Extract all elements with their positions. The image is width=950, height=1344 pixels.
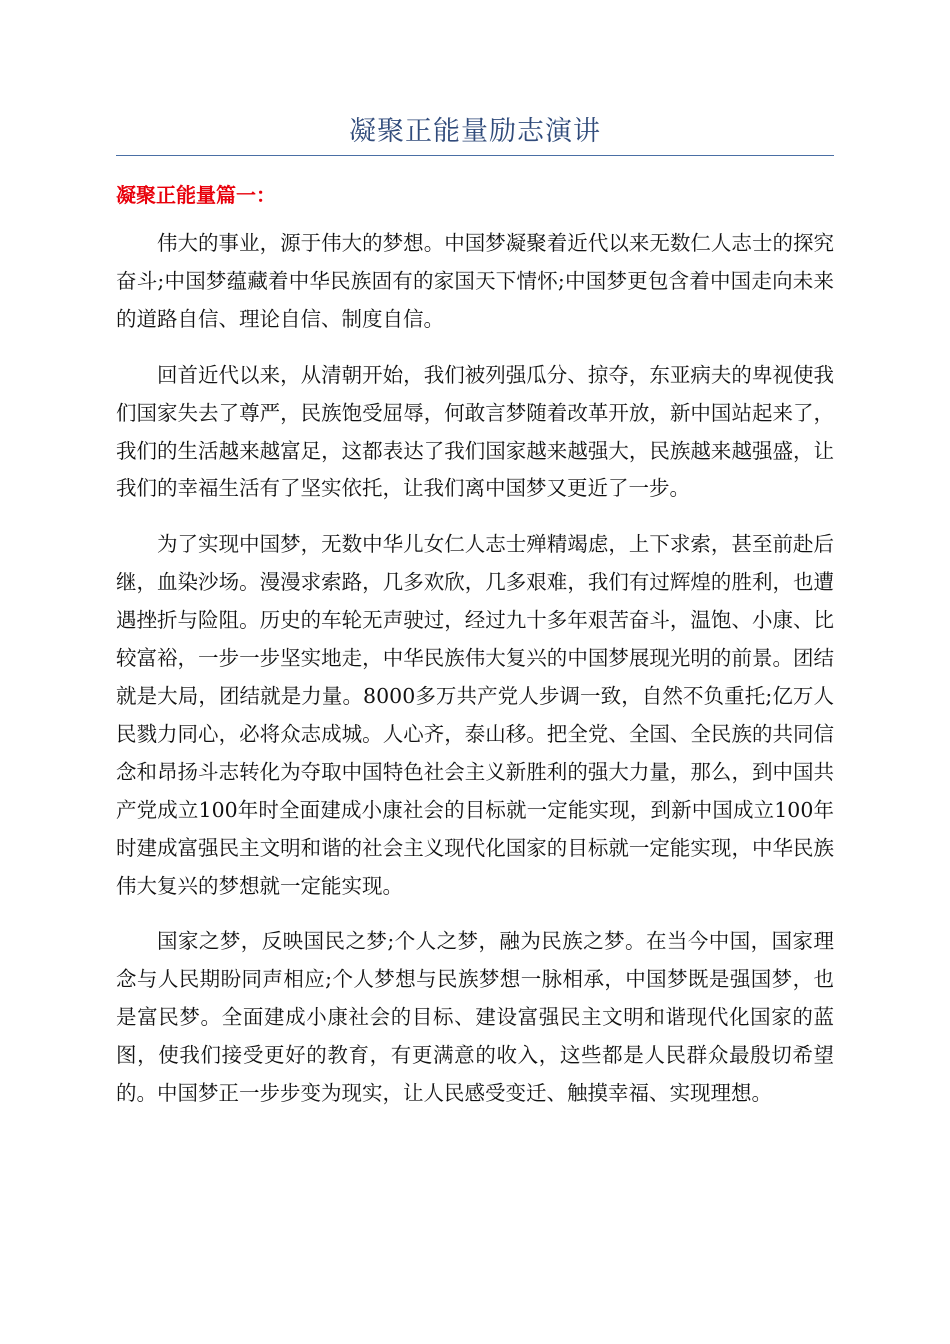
document-body [116,225,834,1131]
paragraph-4: 国家之梦，反映国民之梦;个人之梦，融为民族之梦。在当今中国，国家理念与人民期盼同声相应;个人梦想与民族梦想一脉相承，中国梦既是强国梦，也是富民梦。全面建成小康社会的目标、建设富强民主文明和谐现代化国家的蓝图，使我们接受更好的教育，有更满意的收入，这些都是人民群众最殷切希望的。中国梦正一步步变为现实，让人民感受变迁、触摸幸福、实现理想。 [116,929,834,1106]
paragraph-2: 回首近代以来，从清朝开始，我们被列强瓜分、掠夺，东亚病夫的卑视使我们国家失去了尊严，民族饱受屈辱，何敢言梦随着改革开放，新中国站起来了，我们的生活越来越富足，这都表达了我们国家越来越强大，民族越来越强盛，让我们的幸福生活有了坚实依托，让我们离中国梦又更近了一步。 [116,362,834,501]
paragraph-3: 为了实现中国梦，无数中华儿女仁人志士殚精竭虑，上下求索，甚至前赴后继，血染沙场。漫漫求索路，几多欢欣，几多艰难，我们有过辉煌的胜利，也遭遇挫折与险阻。历史的车轮无声驶过，经过九十多年艰苦奋斗，温饱、小康、比较富裕，一步一步坚实地走，中华民族伟大复兴的中国梦展现光明的前景。团结就是大局，团结就是力量。8000多万共产党人步调一致，自然不负重托;亿万人民戮力同心，必将众志成城。人心齐，泰山移。把全党、全国、全民族的共同信念和昂扬斗志转化为夺取中国特色社会主义新胜利的强大力量，那么，到中国共产党成立100年时全面建成小康社会的目标就一定能实现，到新中国成立100年时建成富强民主文明和谐的社会主义现代化国家的目标就一定能实现，中华民族伟大复兴的梦想就一定能实现。 [116,532,834,898]
document-title: 凝聚正能量励志演讲 [349,116,601,147]
paragraph-1: 伟大的事业，源于伟大的梦想。中国梦凝聚着近代以来无数仁人志士的探究奋斗;中国梦蕴藏着中华民族固有的家国天下情怀;中国梦更包含着中国走向未来的道路自信、理论自信、制度自信。 [116,231,834,331]
section-heading: 凝聚正能量篇一： [116,183,276,207]
title-divider [116,155,834,156]
